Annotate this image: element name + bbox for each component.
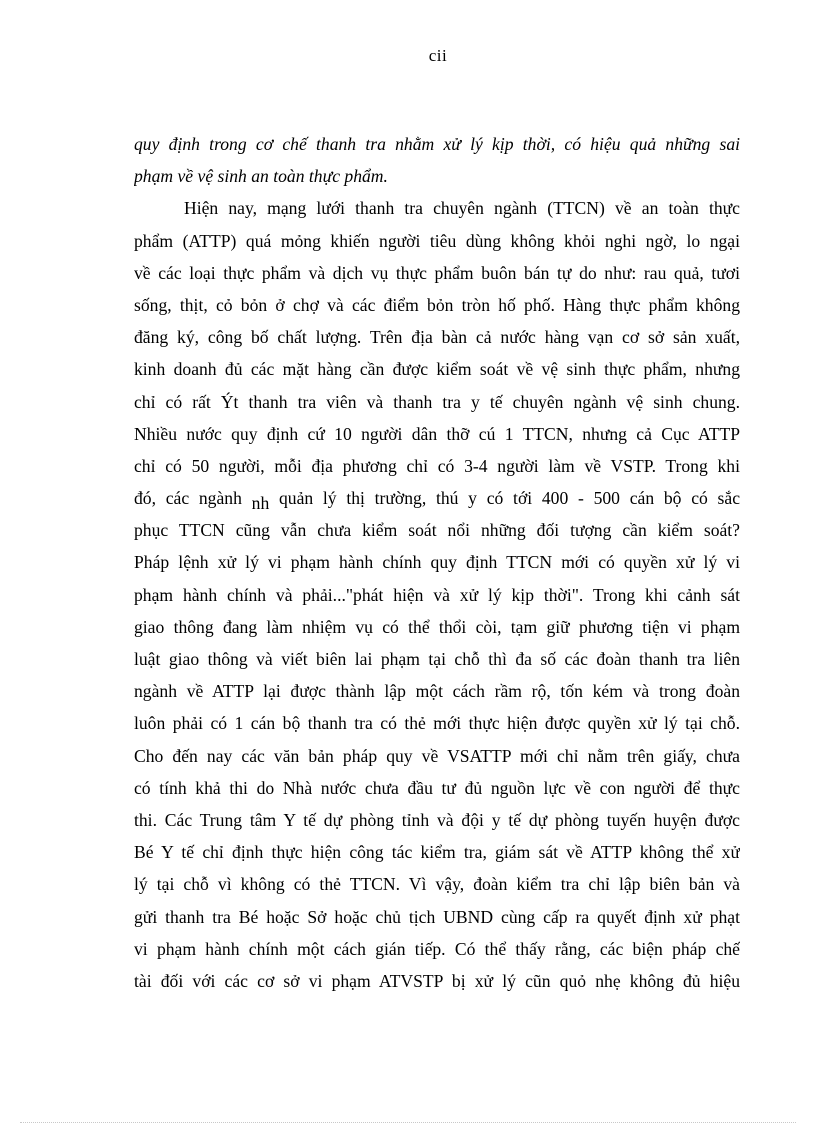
body-line-start: đó, các ngành <box>134 488 242 509</box>
body-line: phẩm (ATTP) quá mỏng khiến người tiêu dùng không khỏi nghi ngờ, lo ngại <box>134 230 740 251</box>
body-line: Hiện nay, mạng lưới thanh tra chuyên ngành (TTCN) về an toàn thực <box>184 198 740 219</box>
body-line: Bé Y tế chỉ định thực hiện công tác kiểm tra, giám sát về ATTP không thể xử <box>134 842 740 863</box>
body-line: Cho đến nay các văn bản pháp quy về VSATTP mới chỉ nằm trên giấy, chưa <box>134 745 740 766</box>
page-number: cii <box>428 46 448 65</box>
stray-subscript-text: nh <box>251 493 270 514</box>
body-line: kinh doanh đủ các mặt hàng cần được kiểm soát về vệ sinh thực phẩm, nhưng <box>134 359 740 380</box>
body-line: phạm hành chính và phải..."phát hiện và xử lý kịp thời". Trong khi cảnh sát <box>134 584 740 605</box>
body-line: vi phạm hành chính một cách gián tiếp. Có thể thấy rằng, các biện pháp chế <box>134 938 740 959</box>
body-line: lý tại chỗ vì không có thẻ TTCN. Vì vậy, đoàn kiểm tra chỉ lập biên bản và <box>134 874 740 895</box>
body-line: phạm về vệ sinh an toàn thực phẩm. <box>134 166 388 187</box>
document-body <box>134 128 740 997</box>
body-line <box>134 482 740 514</box>
body-line: thi. Các Trung tâm Y tế dự phòng tỉnh và đội y tế dự phòng tuyến huyện được <box>134 809 740 830</box>
body-line-end: quản lý thị trường, thú y có tới 400 - 500 cán bộ có sắc <box>278 488 740 509</box>
body-line: tài đối với các cơ sở vi phạm ATVSTP bị xử lý cũn quỏ nhẹ không đủ hiệu <box>134 970 740 991</box>
body-line: chỉ có 50 người, mỗi địa phương chỉ có 3-4 người làm về VSTP. Trong khi <box>134 455 740 476</box>
body-line: luật giao thông và viết biên lai phạm tại chỗ thì đa số các đoàn thanh tra liên <box>134 649 740 669</box>
body-line: ngành về ATTP lại được thành lập một cách rầm rộ, tốn kém và trong đoàn <box>134 681 740 702</box>
body-line: sống, thịt, cỏ bỏn ở chợ và các điểm bỏn tròn hố phố. Hàng thực phẩm không <box>134 294 740 315</box>
body-line: giao thông đang làm nhiệm vụ có thể thổi còi, tạm giữ phương tiện vi phạm <box>134 616 740 637</box>
body-line: phục TTCN cũng vẫn chưa kiểm soát nổi những đối tượng cần kiểm soát? <box>134 520 740 541</box>
body-line: luôn phải có 1 cán bộ thanh tra có thẻ mới thực hiện được quyền xử lý tại chỗ. <box>134 713 740 734</box>
body-line: Pháp lệnh xử lý vi phạm hành chính quy định TTCN mới có quyền xử lý vi <box>134 552 740 573</box>
body-line: đăng ký, công bố chất lượng. Trên địa bàn cả nước hàng vạn cơ sở sản xuất, <box>134 327 740 348</box>
body-line: chỉ có rất Ýt thanh tra viên và thanh tra y tế chuyên ngành vệ sinh chung. <box>134 391 740 412</box>
body-line: về các loại thực phẩm và dịch vụ thực phẩm buôn bán tự do như: rau quả, tươi <box>134 262 740 283</box>
body-line: gửi thanh tra Bé hoặc Sở hoặc chủ tịch UBND cùng cấp ra quyết định xử phạt <box>134 906 740 927</box>
body-line: có tính khả thi do Nhà nước chưa đầu tư đủ nguồn lực về con người để thực <box>134 777 740 798</box>
body-line: Nhiều nước quy định cứ 10 người dân thỡ cú 1 TTCN, nhưng cả Cục ATTP <box>134 423 740 444</box>
body-line: quy định trong cơ chế thanh tra nhằm xử lý kịp thời, có hiệu quả những sai <box>134 134 740 154</box>
